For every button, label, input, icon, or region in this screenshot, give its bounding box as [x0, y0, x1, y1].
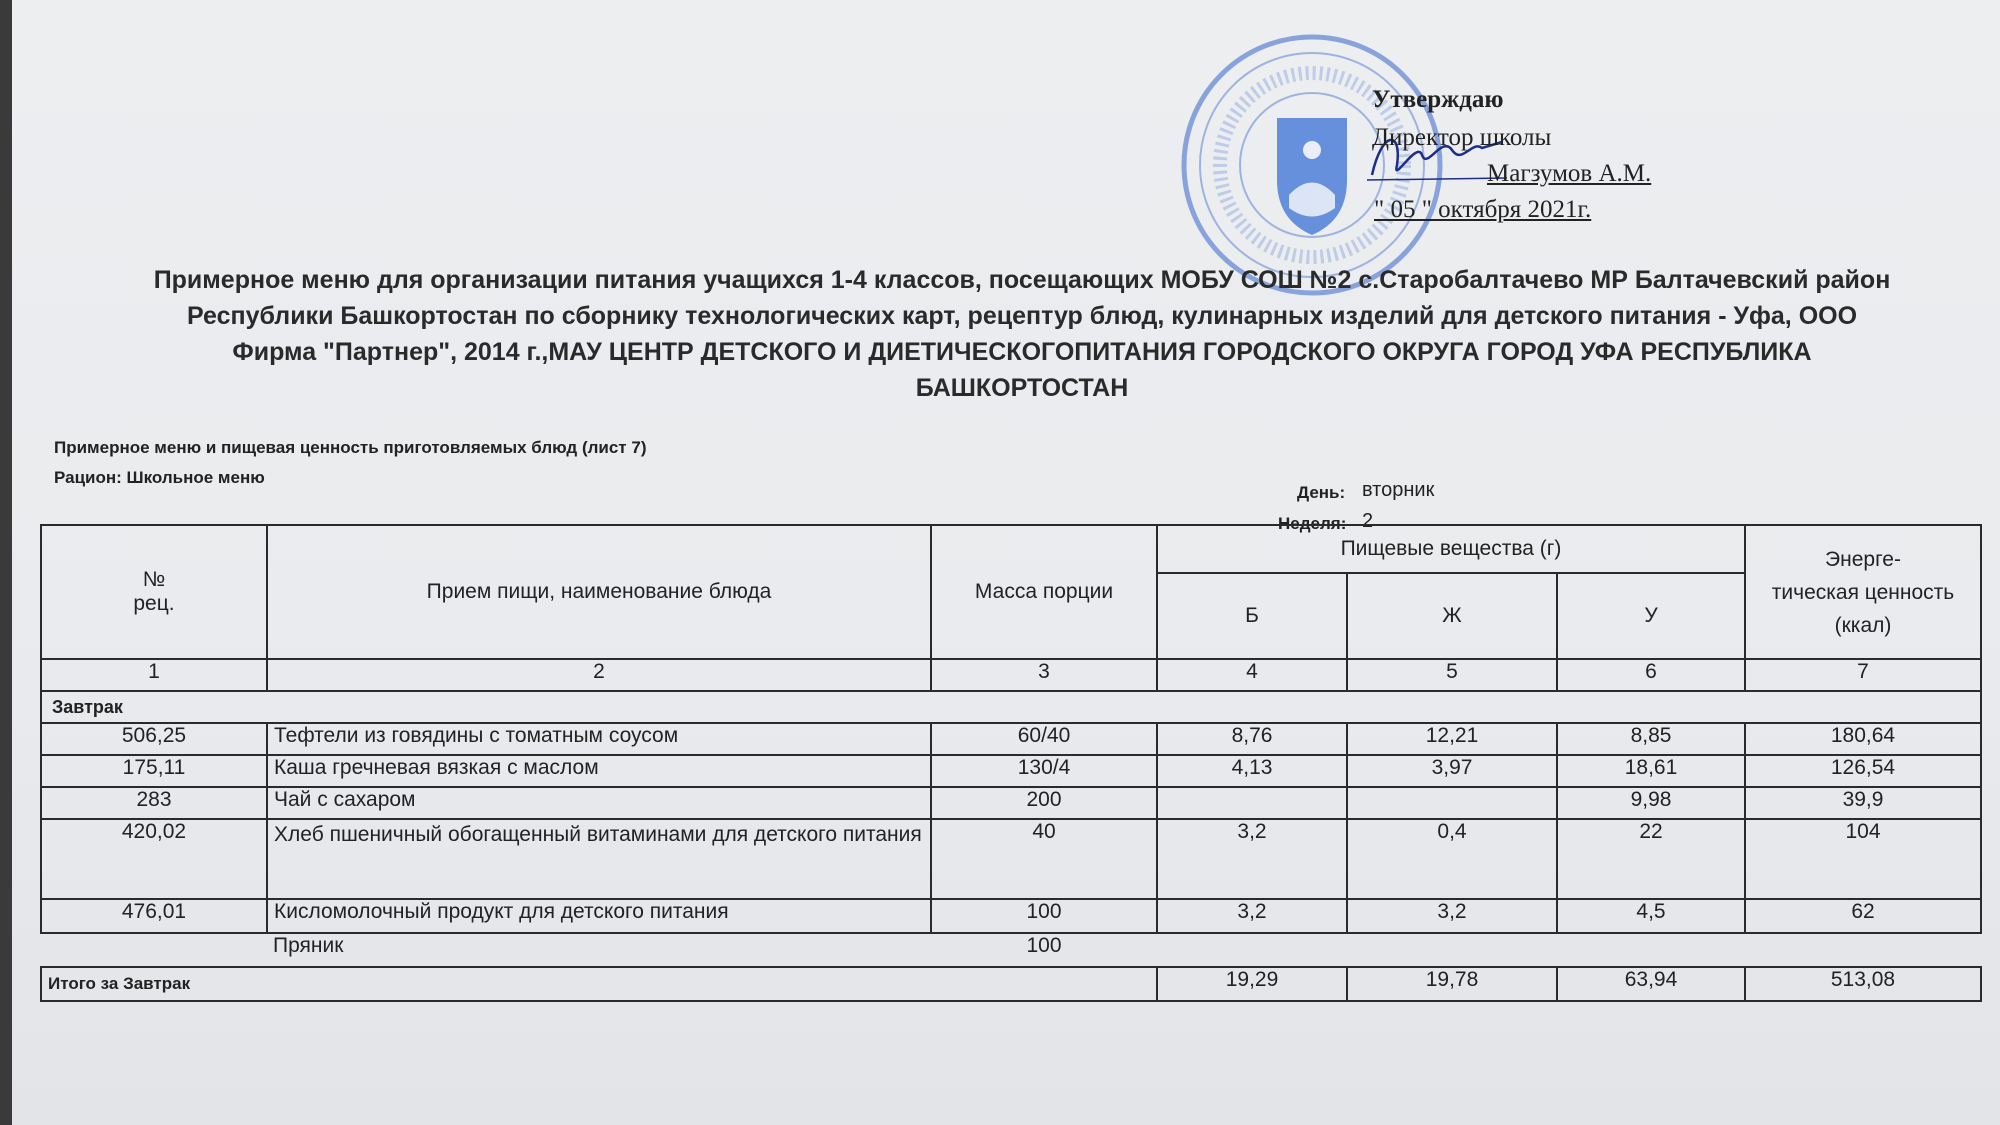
- empty-cell: [1347, 933, 1557, 967]
- rec-number: 175,11: [41, 755, 267, 787]
- day-value: вторник: [1362, 479, 1435, 501]
- energy-value: 180,64: [1745, 723, 1981, 755]
- header-carbs: У: [1557, 573, 1745, 659]
- total-label: Итого за Завтрак: [41, 967, 1157, 1001]
- total-carbs: 63,94: [1557, 967, 1745, 1001]
- title-line-3: Фирма "Партнер", 2014 г.,МАУ ЦЕНТР ДЕТСКОГО И ДИЕТИЧЕСКОГОПИТАНИЯ ГОРОДСКОГО ОКРУГА ГОРОД УФА РЕСПУБЛИКА: [232, 338, 1812, 366]
- document-title: [52, 262, 1992, 406]
- fat-value: 12,21: [1347, 723, 1557, 755]
- dish-name: Пряник: [273, 934, 344, 957]
- energy-value: 39,9: [1745, 787, 1981, 819]
- empty-cell: [1745, 933, 1981, 967]
- header-row-1: [41, 525, 1981, 573]
- total-protein: 19,29: [1157, 967, 1347, 1001]
- protein-value: 8,76: [1157, 723, 1347, 755]
- dish-name: Тефтели из говядины с томатным соусом: [267, 723, 931, 755]
- week-label: Неделя:: [1278, 514, 1347, 533]
- header-energy: Энерге- тическая ценность (ккал): [1745, 525, 1981, 659]
- fat-value: 3,97: [1347, 755, 1557, 787]
- column-number: 4: [1157, 659, 1347, 691]
- header-dish: Прием пищи, наименование блюда: [267, 525, 931, 659]
- header-nutrients: Пищевые вещества (г): [1157, 525, 1745, 573]
- carbs-value: 18,61: [1557, 755, 1745, 787]
- rec-number-empty: [41, 933, 267, 967]
- energy-value: 126,54: [1745, 755, 1981, 787]
- total-row: [41, 967, 1981, 1001]
- portion-mass: 130/4: [931, 755, 1157, 787]
- protein-value: 4,13: [1157, 755, 1347, 787]
- carbs-value: 22: [1557, 819, 1745, 899]
- approval-position: Директор школы: [1372, 124, 1552, 151]
- title-line-2: Республики Башкортостан по сборнику технологических карт, рецептур блюд, кулинарных изделий для детского питания - Уфа, ООО: [186, 302, 1858, 330]
- header-mass: Масса порции: [931, 525, 1157, 659]
- portion-mass: 100: [931, 899, 1157, 933]
- approval-name: Магзумов А.М.: [1487, 160, 1652, 187]
- section-breakfast: Завтрак: [41, 691, 1981, 723]
- column-numbers-row: [41, 659, 1981, 691]
- table-row: [41, 899, 1981, 933]
- table-row: [41, 723, 1981, 755]
- fat-value: [1347, 787, 1557, 819]
- day-label: День:: [1297, 483, 1346, 502]
- carbs-value: 9,98: [1557, 787, 1745, 819]
- energy-value: 104: [1745, 819, 1981, 899]
- rec-number: 476,01: [41, 899, 267, 933]
- column-number: 6: [1557, 659, 1745, 691]
- menu-table: [40, 524, 1982, 1002]
- carbs-value: 8,85: [1557, 723, 1745, 755]
- column-number: 5: [1347, 659, 1557, 691]
- carbs-value: 4,5: [1557, 899, 1745, 933]
- protein-value: 3,2: [1157, 819, 1347, 899]
- section-row: [41, 691, 1981, 723]
- table-row: [41, 787, 1981, 819]
- table-row-extra: [41, 933, 1981, 967]
- rec-number: 283: [41, 787, 267, 819]
- table-row: [41, 819, 1981, 899]
- title-line-4: БАШКОРТОСТАН: [915, 374, 1129, 402]
- week-value: 2: [1362, 510, 1374, 532]
- protein-value: 3,2: [1157, 899, 1347, 933]
- dish-name: Кисломолочный продукт для детского питания: [267, 899, 931, 933]
- dish-name: Каша гречневая вязкая с маслом: [267, 755, 931, 787]
- dish-name: Хлеб пшеничный обогащенный витаминами для детского питания: [267, 819, 931, 899]
- rec-number: 506,25: [41, 723, 267, 755]
- portion-mass: 100: [1026, 934, 1062, 957]
- empty-cell: [1557, 933, 1745, 967]
- ration-label: Рацион: Школьное меню: [54, 468, 265, 487]
- approval-title: Утверждаю: [1372, 86, 1504, 113]
- total-energy: 513,08: [1745, 967, 1981, 1001]
- portion-mass: 60/40: [931, 723, 1157, 755]
- document-sheet: [12, 0, 2000, 1125]
- title-line-1: Примерное меню для организации питания учащихся 1-4 классов, посещающих МОБУ СОШ №2 с.Старобалтачево МР Балтачевский район: [153, 266, 1891, 294]
- header-protein: Б: [1157, 573, 1347, 659]
- rec-number: 420,02: [41, 819, 267, 899]
- column-number: 1: [41, 659, 267, 691]
- approval-date: " 05 " октября 2021г.: [1374, 196, 1592, 223]
- portion-mass: 40: [931, 819, 1157, 899]
- fat-value: 0,4: [1347, 819, 1557, 899]
- total-fat: 19,78: [1347, 967, 1557, 1001]
- protein-value: [1157, 787, 1347, 819]
- column-number: 3: [931, 659, 1157, 691]
- table-row: [41, 755, 1981, 787]
- portion-mass: 200: [931, 787, 1157, 819]
- energy-value: 62: [1745, 899, 1981, 933]
- column-number: 2: [267, 659, 931, 691]
- empty-cell: [1157, 933, 1347, 967]
- fat-value: 3,2: [1347, 899, 1557, 933]
- column-number: 7: [1745, 659, 1981, 691]
- header-fat: Ж: [1347, 573, 1557, 659]
- dish-name: Чай с сахаром: [267, 787, 931, 819]
- menu-subtitle: Примерное меню и пищевая ценность приготовляемых блюд (лист 7): [54, 438, 647, 457]
- approval-block: [1372, 86, 1702, 224]
- header-rec-no: № рец.: [41, 525, 267, 659]
